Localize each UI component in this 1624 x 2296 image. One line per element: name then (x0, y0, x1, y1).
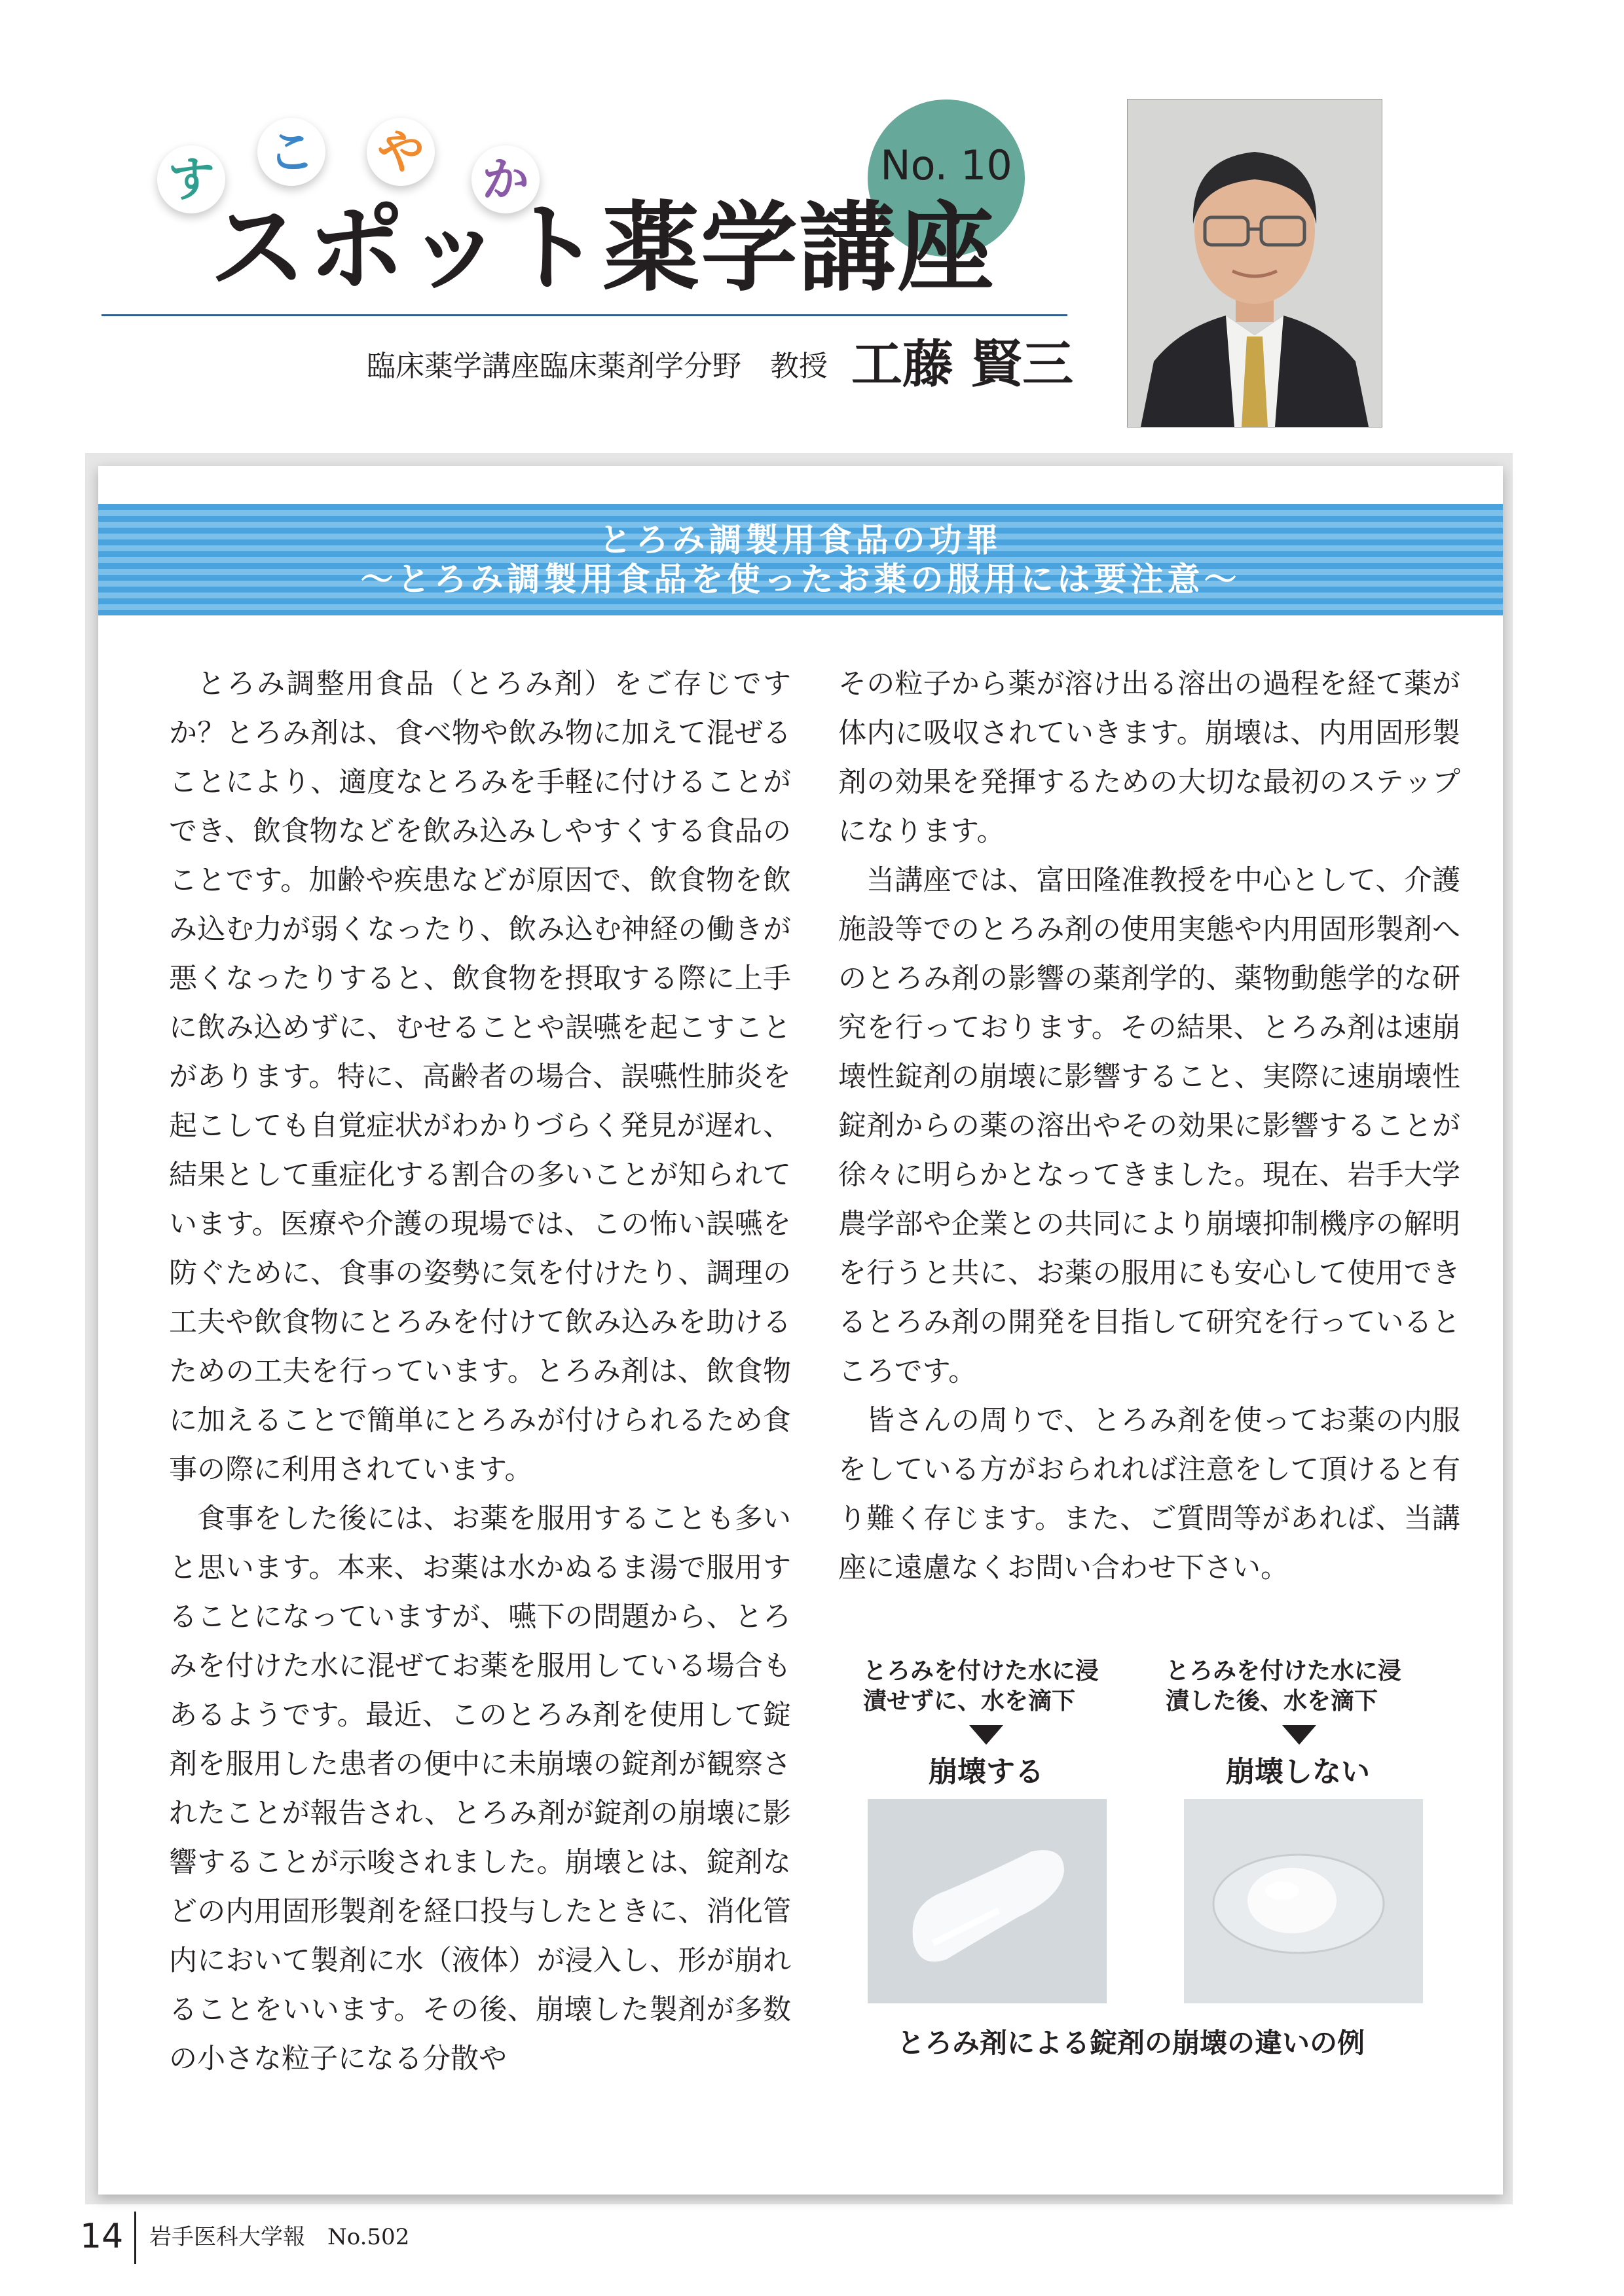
disintegrated-tablet-illustration (868, 1799, 1107, 2003)
figure-left-result: 崩壊する (929, 1755, 1044, 1789)
figure-left-photo (868, 1799, 1107, 2003)
article-paragraph: 当講座では、富田隆准教授を中心として、介護施設等でのとろみ剤の使用実態や内用固形製剤へのとろみ剤の影響の薬剤学的、薬物動態学的な研究を行っております。その結果、とろみ剤は速崩壊性錠剤の崩壊に影響すること、実際に速崩壊性錠剤からの薬の溶出やその効果に影響することが徐々に明らかとなってきました。現在、岩手大学農学部や企業との共同により崩壊抑制機序の解明を行うと共に、お薬の服用にも安心して使用できるとろみ剤の開発を目指して研究を行っているところです。 (838, 864, 1460, 1388)
article-left-column (169, 660, 791, 2084)
down-arrow-icon (1282, 1725, 1316, 1745)
article-right-column (838, 660, 1460, 1593)
author-portrait (1128, 100, 1382, 427)
article-paragraph: 皆さんの周りで、とろみ剤を使ってお薬の内服をしている方がおられれば注意をして頂けると有り難く存じます。また、ご質問等があれば、当講座に遠慮なくお問い合わせ下さい。 (838, 1404, 1460, 1584)
title-kana-ka: か (471, 145, 540, 213)
figure-caption: とろみ剤による錠剤の崩壊の違いの例 (897, 2027, 1365, 2059)
headline-main: とろみ調製用食品の功罪 (599, 521, 1003, 559)
headline-band (98, 504, 1503, 615)
page-number: 14 (80, 2217, 124, 2256)
figure-right-result: 崩壊しない (1226, 1755, 1370, 1789)
figure-right-photo (1184, 1799, 1423, 2003)
footer-divider (134, 2212, 136, 2264)
author-department: 臨床薬学講座臨床薬剤学分野 教授 (367, 350, 828, 383)
headline-sub: ～とろみ調製用食品を使ったお薬の服用には要注意～ (360, 560, 1241, 598)
issue-badge: No. 10 (868, 100, 1025, 257)
title-kana-ya: や (367, 118, 435, 186)
author-portrait-illustration (1128, 100, 1382, 427)
intact-tablet-illustration (1184, 1799, 1423, 2003)
header-divider (101, 314, 1067, 316)
title-kana-su: す (157, 145, 225, 213)
article-paragraph: とろみ調整用食品（とろみ剤）をご存じですか？とろみ剤は、食べ物や飲み物に加えて混ぜることにより、適度なとろみを手軽に付けることができ、飲食物などを飲み込みしやすくする食品のことです。加齢や疾患などが原因で、飲食物を飲み込む力が弱くなったり、飲み込む神経の働きが悪くなったりすると、飲食物を摂取する際に上手に飲み込めずに、むせることや誤嚥を起こすことがあります。特に、高齢者の場合、誤嚥性肺炎を起こしても自覚症状がわかりづらく発見が遅れ、結果として重症化する割合の多いことが知られています。医療や介護の現場では、この怖い誤嚥を防ぐために、食事の姿勢に気を付けたり、調理の工夫や飲食物にとろみを付けて飲み込みを助けるための工夫を行っています。とろみ剤は、飲食物に加えることで簡単にとろみが付けられるため食事の際に利用されています。 (169, 668, 791, 1486)
article-paragraph-continued: その粒子から薬が溶け出る溶出の過程を経て薬が体内に吸収されていきます。崩壊は、内用固形製剤の効果を発揮するための大切な最初のステップになります。 (838, 668, 1460, 848)
figure-right-label: とろみを付けた水に浸 漬した後、水を滴下 (1166, 1658, 1402, 1715)
title-kana-ko: こ (257, 118, 325, 186)
article-paragraph: 食事をした後には、お薬を服用することも多いと思います。本来、お薬は水かぬるま湯で服用することになっていますが、嚥下の問題から、とろみを付けた水に混ぜてお薬を服用している場合もあるようです。最近、このとろみ剤を使用して錠剤を服用した患者の便中に未崩壊の錠剤が観察されたことが報告され、とろみ剤が錠剤の崩壊に影響することが示唆されました。崩壊とは、錠剤などの内用固形製剤を経口投与したときに、消化管内において製剤に水（液体）が浸入し、形が崩れることをいいます。その後、崩壊した製剤が多数の小さな粒子になる分散や (169, 1503, 791, 2075)
down-arrow-icon (969, 1725, 1003, 1745)
author-name: 工藤 賢三 (851, 335, 1074, 394)
journal-name: 岩手医科大学報 No.502 (149, 2224, 410, 2250)
figure-left-label: とろみを付けた水に浸 漬せずに、水を滴下 (863, 1658, 1099, 1715)
series-title: スポット薬学講座 (210, 192, 995, 304)
